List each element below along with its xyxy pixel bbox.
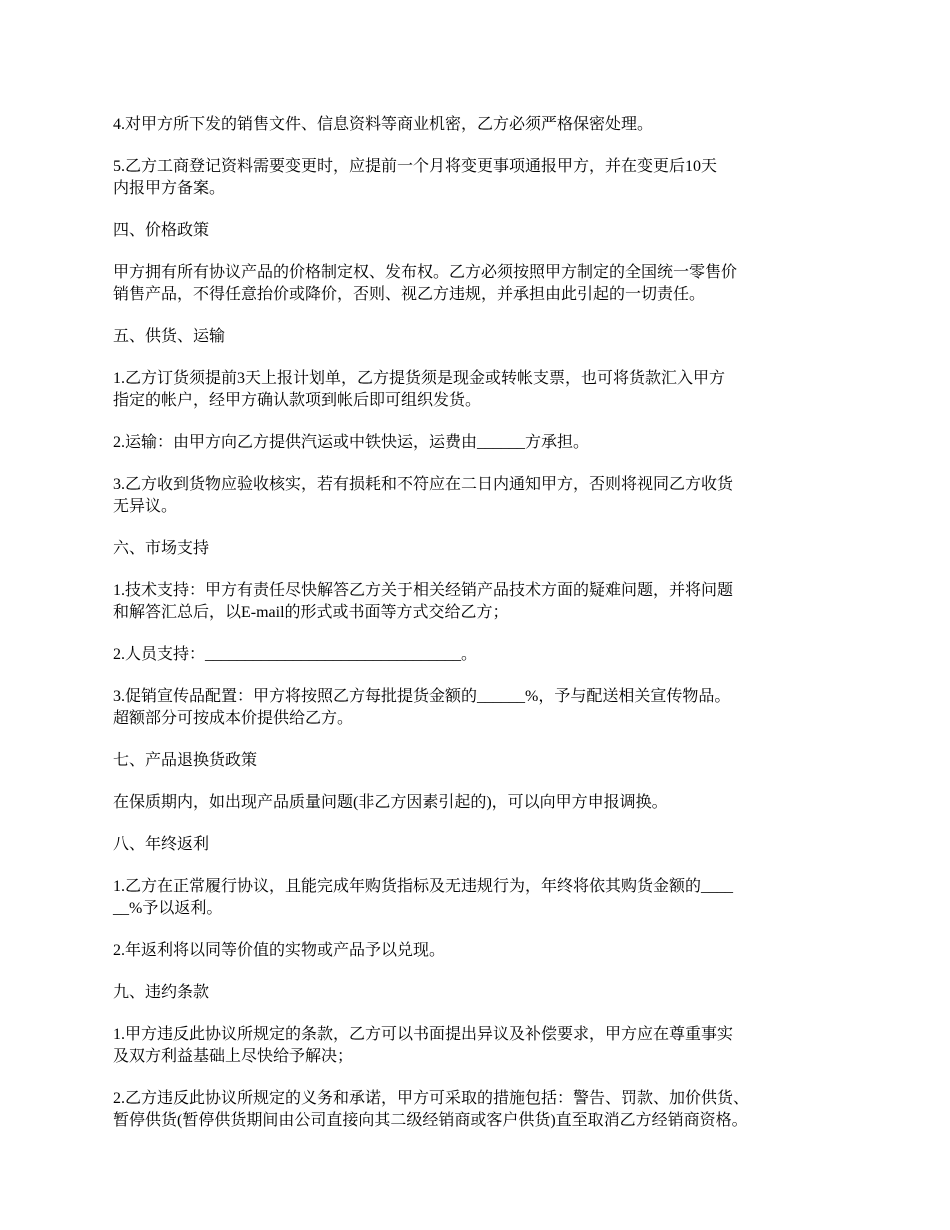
- clause-5-registration-change: 5.乙方工商登记资料需要变更时，应提前一个月将变更事项通报甲方，并在变更后10天 内报甲方备案。: [113, 158, 718, 197]
- support-clause-2-personnel: 2.人员支持：________________________________。: [113, 646, 478, 663]
- section-heading-annual-rebate: 八、年终返利: [113, 836, 210, 853]
- section-heading-market-support: 六、市场支持: [113, 540, 210, 557]
- supply-clause-3-inspection: 3.乙方收到货物应验收核实，若有损耗和不符应在二日内通知甲方，否则将视同乙方收货 无异议。: [113, 476, 734, 515]
- section-heading-returns-policy: 七、产品退换货政策: [113, 752, 258, 769]
- support-clause-1-technical: 1.技术支持：甲方有责任尽快解答乙方关于相关经销产品技术方面的疑难问题，并将问题 和解答汇总后，以E-mail的形式或书面等方式交给乙方；: [113, 582, 734, 621]
- rebate-clause-1: 1.乙方在正常履行协议，且能完成年购货指标及无违规行为，年终将依其购货金额的____ __%予以返利。: [113, 878, 734, 917]
- returns-policy-text: 在保质期内，如出现产品质量问题(非乙方因素引起的)，可以向甲方申报调换。: [113, 794, 668, 811]
- support-clause-3-promotional: 3.促销宣传品配置：甲方将按照乙方每批提货金额的______%，予与配送相关宣传物品。 超额部分可按成本价提供给乙方。: [113, 688, 731, 727]
- clause-4-confidentiality: 4.对甲方所下发的销售文件、信息资料等商业机密，乙方必须严格保密处理。: [113, 116, 654, 133]
- section-heading-breach: 九、违约条款: [113, 984, 210, 1001]
- document-page: [113, 114, 843, 1152]
- section-heading-pricing-policy: 四、价格政策: [113, 222, 210, 239]
- section-heading-supply-transport: 五、供货、运输: [113, 328, 226, 345]
- supply-clause-1: 1.乙方订货须提前3天上报计划单，乙方提货须是现金或转帐支票，也可将货款汇入甲方 指定的帐户，经甲方确认款项到帐后即可组织发货。: [113, 370, 726, 409]
- pricing-policy-text: 甲方拥有所有协议产品的价格制定权、发布权。乙方必须按照甲方制定的全国统一零售价 销售产品，不得任意抬价或降价，否则、视乙方违规，并承担由此引起的一切责任。: [113, 264, 738, 303]
- supply-clause-2-transport: 2.运输：由甲方向乙方提供汽运或中铁快运，运费由______方承担。: [113, 434, 590, 451]
- rebate-clause-2: 2.年返利将以同等价值的实物或产品予以兑现。: [113, 942, 446, 959]
- breach-clause-2: 2.乙方违反此协议所规定的义务和承诺，甲方可采取的措施包括：警告、罚款、加价供货、 暂停供货(暂停供货期间由公司直接向其二级经销商或客户供货)直至取消乙方经销商资格。: [113, 1090, 750, 1129]
- breach-clause-1: 1.甲方违反此协议所规定的条款，乙方可以书面提出异议及补偿要求，甲方应在尊重事实 及双方利益基础上尽快给予解决；: [113, 1026, 734, 1065]
